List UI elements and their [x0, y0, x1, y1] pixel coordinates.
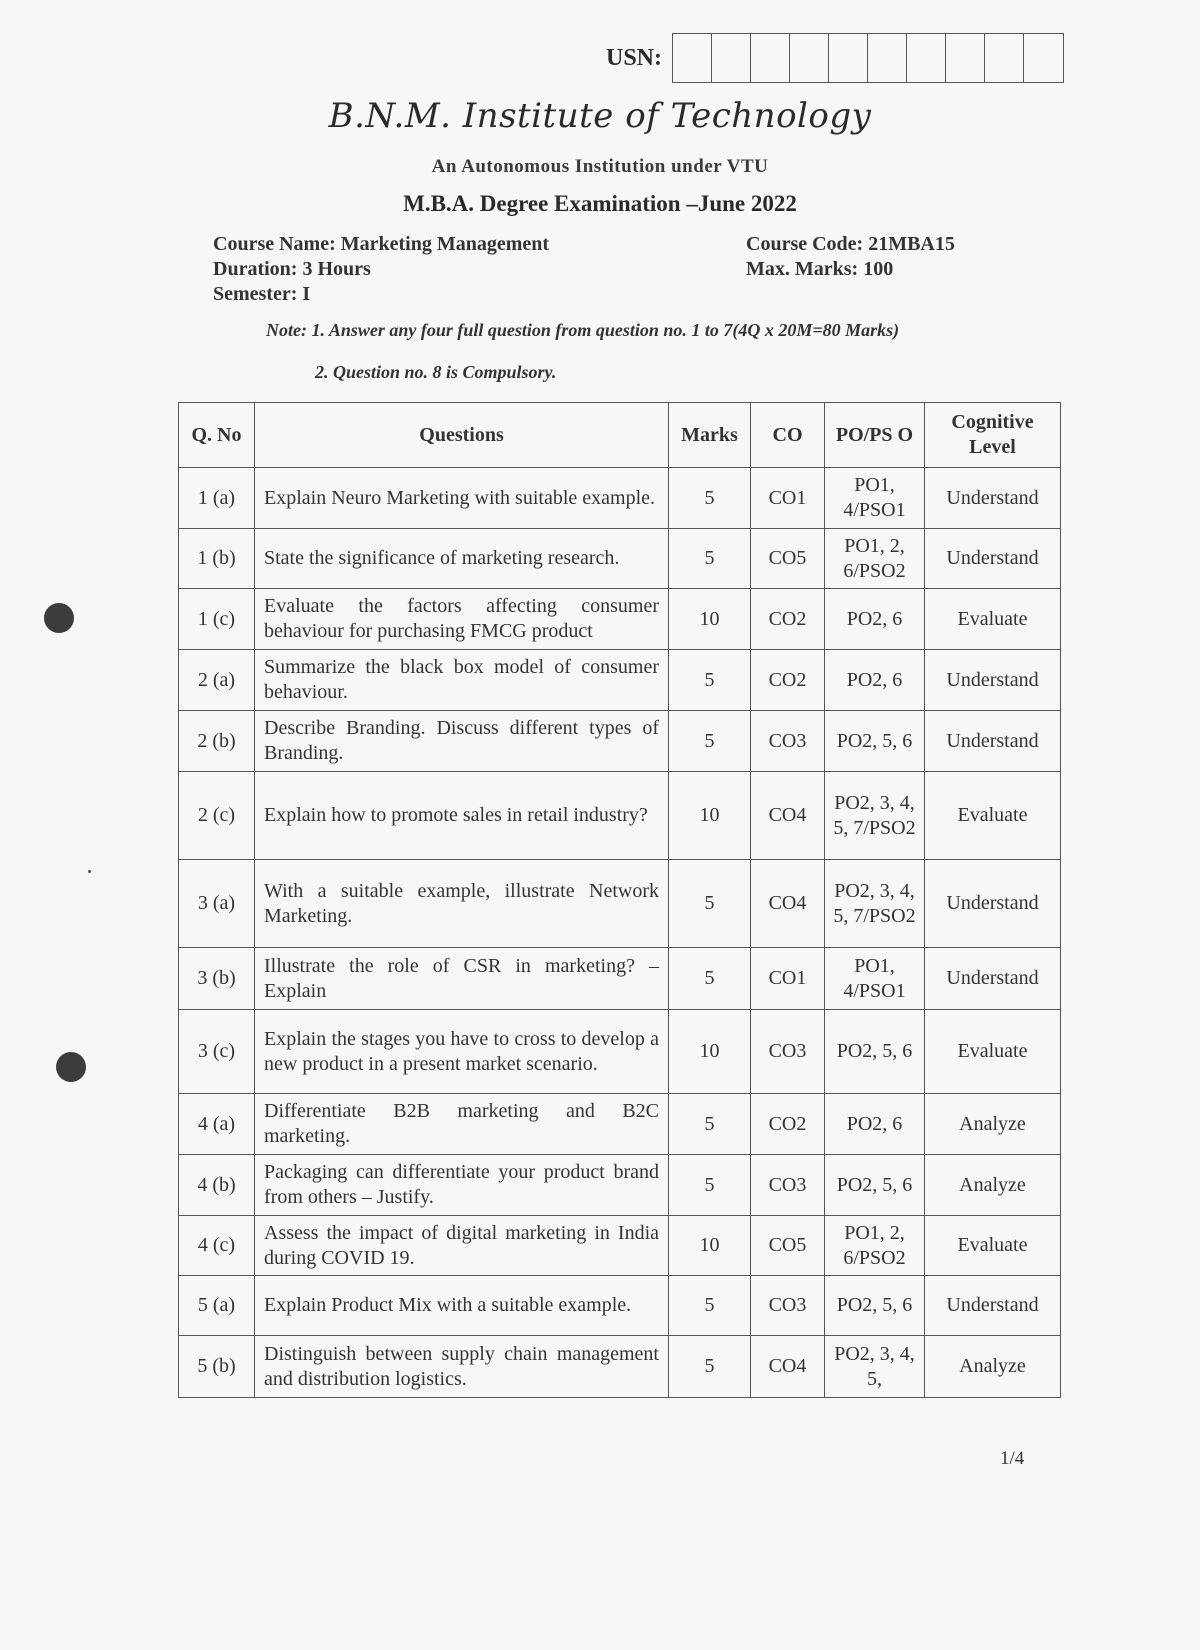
question-marks: 5 [669, 529, 751, 589]
course-name: Course Name: Marketing Management [213, 233, 550, 255]
question-number: 3 (a) [179, 860, 255, 948]
question-level: Understand [925, 860, 1061, 948]
header-qno: Q. No [179, 403, 255, 468]
header-questions: Questions [255, 403, 669, 468]
question-text: Evaluate the factors affecting consumer behaviour for purchasing FMCG product [255, 589, 669, 650]
question-text: Explain Product Mix with a suitable example. [255, 1276, 669, 1336]
usn-digit-box[interactable] [751, 34, 790, 82]
question-co: CO2 [751, 1094, 825, 1155]
question-number: 5 (b) [179, 1336, 255, 1398]
question-number: 1 (a) [179, 468, 255, 529]
question-marks: 5 [669, 860, 751, 948]
question-po: PO1, 2, 6/PSO2 [825, 529, 925, 589]
question-number: 5 (a) [179, 1276, 255, 1336]
question-text: Assess the impact of digital marketing in India during COVID 19. [255, 1216, 669, 1276]
question-co: CO1 [751, 948, 825, 1010]
affiliation: An Autonomous Institution under VTU [431, 156, 769, 177]
question-text: Illustrate the role of CSR in marketing? – Explain [255, 948, 669, 1010]
question-level: Analyze [925, 1094, 1061, 1155]
question-marks: 10 [669, 589, 751, 650]
question-number: 3 (c) [179, 1010, 255, 1094]
note-2: 2. Question no. 8 is Compulsory. [315, 362, 557, 382]
course-meta-right [746, 232, 955, 282]
question-marks: 10 [669, 1216, 751, 1276]
table-row [179, 650, 1061, 711]
question-co: CO2 [751, 589, 825, 650]
question-co: CO3 [751, 711, 825, 772]
punch-hole [56, 1052, 86, 1082]
usn-digit-box[interactable] [790, 34, 829, 82]
question-text: Summarize the black box model of consumer behaviour. [255, 650, 669, 711]
course-meta-left [213, 232, 549, 307]
question-po: PO1, 4/PSO1 [825, 468, 925, 529]
header-marks: Marks [669, 403, 751, 468]
table-row [179, 468, 1061, 529]
usn-digit-box[interactable] [868, 34, 907, 82]
questions-table [178, 402, 1061, 1398]
scan-speck [88, 870, 91, 873]
question-number: 4 (c) [179, 1216, 255, 1276]
question-level: Analyze [925, 1336, 1061, 1398]
exam-title: M.B.A. Degree Examination –June 2022 [403, 191, 797, 216]
question-text: Describe Branding. Discuss different types of Branding. [255, 711, 669, 772]
page-number: 1/4 [1000, 1448, 1025, 1469]
question-marks: 5 [669, 1094, 751, 1155]
table-row [179, 1094, 1061, 1155]
question-text: Packaging can differentiate your product brand from others – Justify. [255, 1155, 669, 1216]
question-po: PO2, 5, 6 [825, 711, 925, 772]
usn-digit-box[interactable] [985, 34, 1024, 82]
question-text: Distinguish between supply chain management and distribution logistics. [255, 1336, 669, 1398]
header-co: CO [751, 403, 825, 468]
question-po: PO2, 3, 4, 5, 7/PSO2 [825, 860, 925, 948]
question-level: Evaluate [925, 772, 1061, 860]
usn-digit-box[interactable] [907, 34, 946, 82]
question-po: PO2, 5, 6 [825, 1010, 925, 1094]
question-po: PO2, 3, 4, 5, 7/PSO2 [825, 772, 925, 860]
table-row [179, 711, 1061, 772]
table-row [179, 1010, 1061, 1094]
question-co: CO5 [751, 529, 825, 589]
question-number: 2 (c) [179, 772, 255, 860]
question-level: Understand [925, 1276, 1061, 1336]
question-number: 1 (c) [179, 589, 255, 650]
question-text: Explain how to promote sales in retail industry? [255, 772, 669, 860]
semester: Semester: I [213, 283, 311, 305]
table-row [179, 1276, 1061, 1336]
question-co: CO2 [751, 650, 825, 711]
table-header-row [179, 403, 1061, 468]
question-text: State the significance of marketing research. [255, 529, 669, 589]
question-text: Differentiate B2B marketing and B2C marketing. [255, 1094, 669, 1155]
question-marks: 5 [669, 468, 751, 529]
question-marks: 10 [669, 1010, 751, 1094]
table-row [179, 948, 1061, 1010]
question-po: PO2, 5, 6 [825, 1276, 925, 1336]
institute-name: B.N.M. Institute of Technology [328, 96, 872, 136]
question-po: PO1, 4/PSO1 [825, 948, 925, 1010]
usn-digit-box[interactable] [1024, 34, 1063, 82]
question-co: CO4 [751, 772, 825, 860]
usn-digit-box[interactable] [712, 34, 751, 82]
question-po: PO2, 5, 6 [825, 1155, 925, 1216]
question-level: Understand [925, 529, 1061, 589]
usn-digit-box[interactable] [946, 34, 985, 82]
table-row [179, 529, 1061, 589]
question-level: Evaluate [925, 589, 1061, 650]
question-number: 3 (b) [179, 948, 255, 1010]
question-co: CO1 [751, 468, 825, 529]
max-marks: Max. Marks: 100 [746, 258, 894, 280]
question-co: CO4 [751, 860, 825, 948]
question-level: Analyze [925, 1155, 1061, 1216]
question-number: 4 (b) [179, 1155, 255, 1216]
question-co: CO3 [751, 1010, 825, 1094]
question-marks: 5 [669, 711, 751, 772]
table-row [179, 1155, 1061, 1216]
question-number: 2 (a) [179, 650, 255, 711]
question-number: 4 (a) [179, 1094, 255, 1155]
question-level: Understand [925, 711, 1061, 772]
question-marks: 5 [669, 948, 751, 1010]
question-co: CO4 [751, 1336, 825, 1398]
question-text: With a suitable example, illustrate Network Marketing. [255, 860, 669, 948]
question-po: PO2, 6 [825, 650, 925, 711]
question-number: 1 (b) [179, 529, 255, 589]
question-co: CO3 [751, 1276, 825, 1336]
question-marks: 10 [669, 772, 751, 860]
question-po: PO2, 6 [825, 1094, 925, 1155]
question-po: PO1, 2, 6/PSO2 [825, 1216, 925, 1276]
question-marks: 5 [669, 1276, 751, 1336]
usn-digit-box[interactable] [829, 34, 868, 82]
usn-digit-box[interactable] [673, 34, 712, 82]
table-row [179, 1216, 1061, 1276]
table-row [179, 772, 1061, 860]
note-1: Note: 1. Answer any four full question from question no. 1 to 7(4Q x 20M=80 Marks) [266, 320, 900, 340]
header-po: PO/PS O [825, 403, 925, 468]
question-marks: 5 [669, 650, 751, 711]
question-level: Understand [925, 948, 1061, 1010]
question-po: PO2, 6 [825, 589, 925, 650]
question-marks: 5 [669, 1336, 751, 1398]
question-co: CO5 [751, 1216, 825, 1276]
question-level: Evaluate [925, 1010, 1061, 1094]
question-level: Evaluate [925, 1216, 1061, 1276]
course-code: Course Code: 21MBA15 [746, 233, 955, 255]
question-po: PO2, 3, 4, 5, [825, 1336, 925, 1398]
question-text: Explain Neuro Marketing with suitable example. [255, 468, 669, 529]
table-row [179, 1336, 1061, 1398]
usn-boxes[interactable] [672, 33, 1064, 83]
punch-hole [44, 603, 74, 633]
question-text: Explain the stages you have to cross to develop a new product in a present market scenario. [255, 1010, 669, 1094]
usn-field [606, 33, 1064, 83]
question-co: CO3 [751, 1155, 825, 1216]
header-level: Cognitive Level [925, 403, 1061, 468]
question-marks: 5 [669, 1155, 751, 1216]
question-level: Understand [925, 468, 1061, 529]
table-row [179, 589, 1061, 650]
table-row [179, 860, 1061, 948]
question-number: 2 (b) [179, 711, 255, 772]
question-level: Understand [925, 650, 1061, 711]
duration: Duration: 3 Hours [213, 258, 371, 280]
usn-label: USN: [606, 44, 663, 71]
